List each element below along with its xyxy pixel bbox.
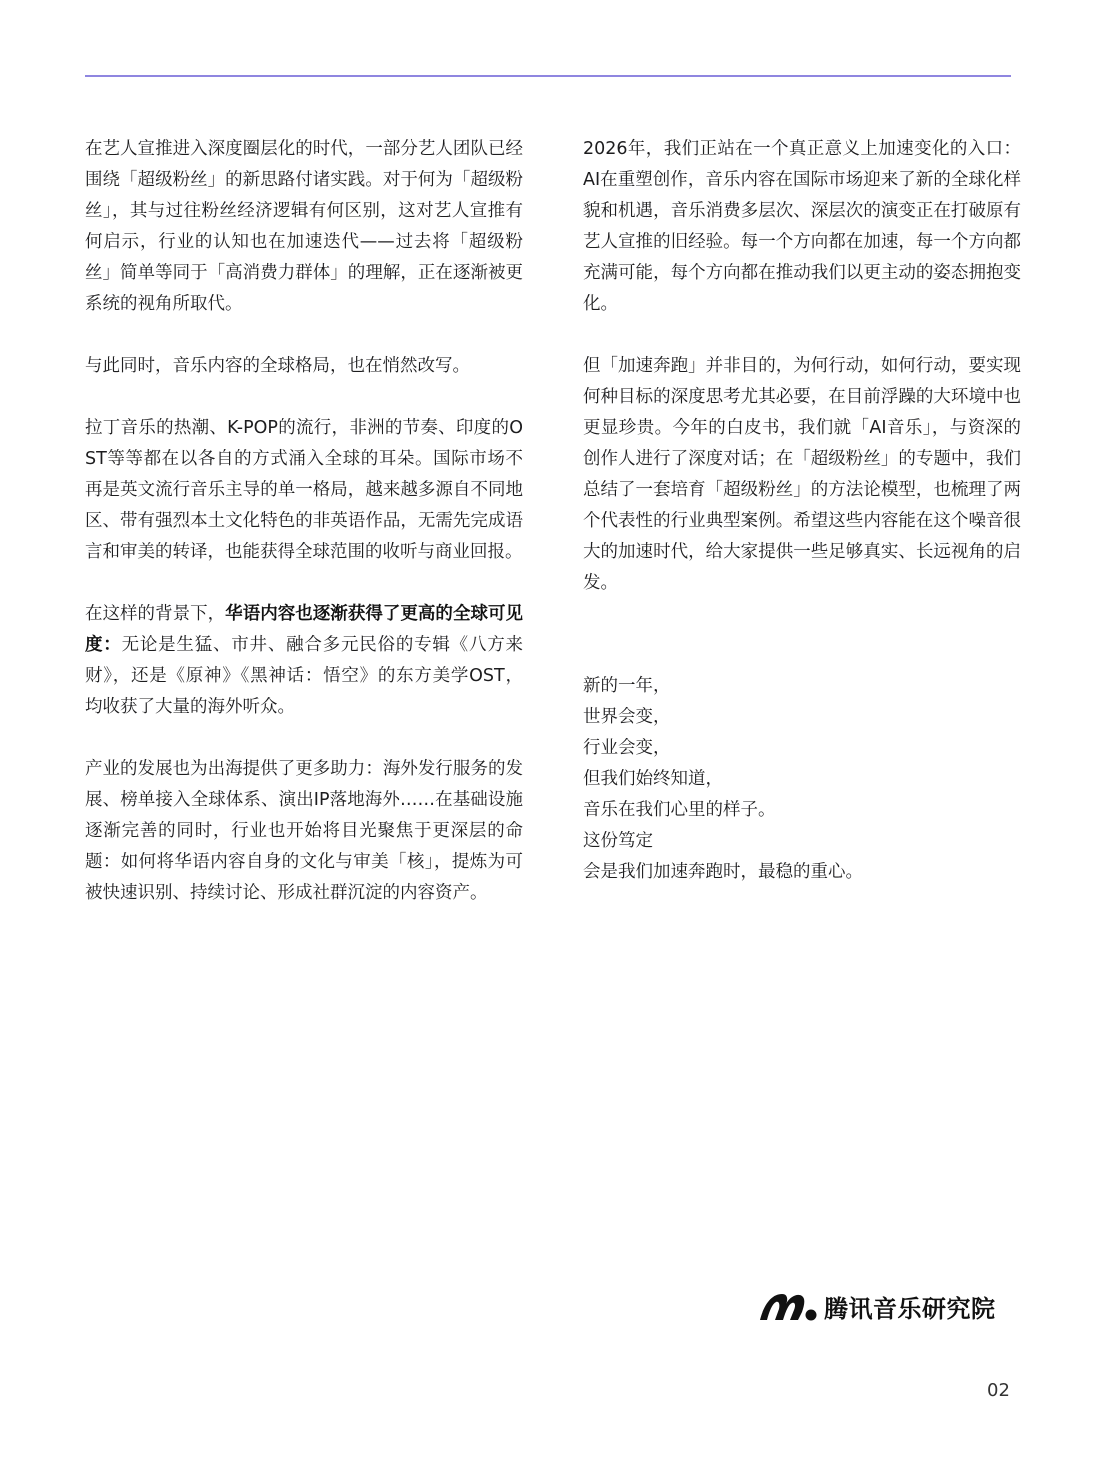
right-column [583,134,1021,888]
p4-rest: 无论是生猛、市井、融合多元民俗的专辑《八方来财》，还是《原神》《黑神话：悟空》的东方美学OST，均收获了大量的海外听众。 [85,635,524,717]
paragraph-chinese-content [85,599,523,723]
paragraph-accelerate: 但「加速奔跑」并非目的，为何行动，如何行动，要实现何种目标的深度思考尤其必要，在目前浮躁的大环境中也更显珍贵。今年的白皮书，我们就「AI音乐」，与资深的创作人进行了深度对话；在「超级粉丝」的专题中，我们总结了一套培育「超级粉丝」的方法论模型，也梳理了两个代表性的行业典型案例。希望这些内容能在这个噪音很大的加速时代，给大家提供一些足够真实、长远视角的启发。 [583,356,1021,593]
poem-line: 新的一年， [583,676,671,696]
left-column [85,134,523,940]
poem-line: 但我们始终知道， [583,769,723,789]
tme-research-logo [758,1288,996,1324]
paragraph-superfans: 在艺人宣推进入深度圈层化的时代，一部分艺人团队已经围绕「超级粉丝」的新思路付诸实践。对于何为「超级粉丝」，其与过往粉丝经济逻辑有何区别，这对艺人宣推有何启示，行业的认知也在加速迭代——过去将「超级粉丝」简单等同于「高消费力群体」的理解，正在逐渐被更系统的视角所取代。 [85,139,523,314]
paragraph-global-landscape: 与此同时，音乐内容的全球格局，也在悄然改写。 [85,356,470,376]
header-rule [85,75,1011,77]
page-number: 02 [987,1380,1010,1401]
paragraph-industry-development: 产业的发展也为出海提供了更多助力：海外发行服务的发展、榜单接入全球体系、演出IP落地海外……在基础设施逐渐完善的同时，行业也开始将目光聚焦于更深层的命题：如何将华语内容自身的文化与审美「核」，提炼为可被快速识别、持续讨论、形成社群沉淀的内容资产。 [85,759,523,903]
tme-logo-icon [758,1290,820,1322]
p4-bold-highlight: 华语内容也逐渐获得了更高的全球可见度： [85,604,524,655]
poem-line: 这份笃定 [583,831,653,851]
paragraph-2026: 2026年，我们正站在一个真正意义上加速变化的入口：AI在重塑创作，音乐内容在国际市场迎来了新的全球化样貌和机遇，音乐消费多层次、深层次的演变正在打破原有艺人宣推的旧经验。每一个方向都在加速，每一个方向都充满可能，每个方向都在推动我们以更主动的姿态拥抱变化。 [583,139,1021,314]
closing-poem [583,671,1021,888]
paragraph-world-music: 拉丁音乐的热潮、K-POP的流行，非洲的节奏、印度的OST等等都在以各自的方式涌入全球的耳朵。国际市场不再是英文流行音乐主导的单一格局，越来越多源自不同地区、带有强烈本土文化特色的非英语作品，无需先完成语言和审美的转译，也能获得全球范围的收听与商业回报。 [85,418,523,562]
poem-line: 世界会变， [583,707,671,727]
p4-prefix: 在这样的背景下， [85,604,226,624]
logo-text: 腾讯音乐研究院 [824,1294,996,1323]
poem-line: 行业会变， [583,738,671,758]
poem-line: 音乐在我们心里的样子。 [583,800,776,820]
poem-line: 会是我们加速奔跑时，最稳的重心。 [583,862,863,882]
